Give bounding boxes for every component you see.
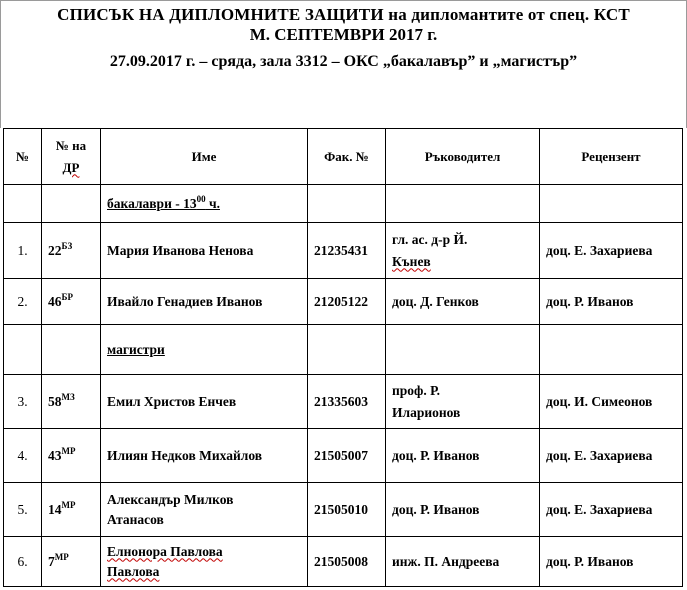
row-supervisor: проф. Р. Иларионов xyxy=(386,375,540,429)
header-reviewer: Рецензент xyxy=(540,129,683,185)
table-row xyxy=(4,279,683,325)
header-dr-line1: № на xyxy=(55,137,87,153)
header-fac: Фак. № xyxy=(308,129,386,185)
row-name: Емил Христов Енчев xyxy=(101,375,308,429)
table-row xyxy=(4,223,683,279)
defense-schedule-table xyxy=(3,128,683,587)
row-reviewer: доц. Е. Захариева xyxy=(540,223,683,279)
row-name: Ивайло Генадиев Иванов xyxy=(101,279,308,325)
row-dr: $46^{БР}$ xyxy=(42,279,101,325)
row-name: Илиян Недков Михайлов xyxy=(101,429,308,483)
row-fac: 21205122 xyxy=(308,279,386,325)
table-header-row xyxy=(4,129,683,185)
row-dr: $7^{МР}$ xyxy=(42,537,101,587)
header-num: № xyxy=(4,129,42,185)
row-dr: $14^{МР}$ xyxy=(42,483,101,537)
row-name: Елнонора Павлова Павлова xyxy=(101,537,308,587)
row-supervisor: доц. Р. Иванов xyxy=(386,483,540,537)
row-num: 3. xyxy=(4,375,42,429)
row-num: 6. xyxy=(4,537,42,587)
table-row xyxy=(4,429,683,483)
row-num: 2. xyxy=(4,279,42,325)
row-fac: 21235431 xyxy=(308,223,386,279)
document-session: М. СЕПТЕМВРИ 2017 г. xyxy=(249,25,438,44)
header-name: Име xyxy=(101,129,308,185)
table-row xyxy=(4,375,683,429)
row-reviewer: доц. Е. Захариева xyxy=(540,429,683,483)
row-reviewer: доц. Р. Иванов xyxy=(540,279,683,325)
row-name: Александър Милков Атанасов xyxy=(101,483,308,537)
row-supervisor: доц. Р. Иванов xyxy=(386,429,540,483)
row-fac: 21335603 xyxy=(308,375,386,429)
header-supervisor: Ръководител xyxy=(386,129,540,185)
row-supervisor: доц. Д. Генков xyxy=(386,279,540,325)
row-fac: 21505008 xyxy=(308,537,386,587)
row-dr: $22^{БЗ}$ xyxy=(42,223,101,279)
document-date-location: 27.09.2017 г. – сряда, зала 3312 – ОКС „бакалавър” и „магистър” xyxy=(109,53,578,70)
row-dr: $43^{МР}$ xyxy=(42,429,101,483)
document-header xyxy=(0,0,687,128)
table-row xyxy=(4,483,683,537)
row-fac: 21505007 xyxy=(308,429,386,483)
row-num: 5. xyxy=(4,483,42,537)
section-bachelors-label: бакалаври - $13^{00}$ ч. xyxy=(101,185,308,223)
section-masters-label: магистри xyxy=(101,325,308,375)
row-name: Мария Иванова Ненова xyxy=(101,223,308,279)
row-reviewer: доц. Е. Захариева xyxy=(540,483,683,537)
section-row-masters xyxy=(4,325,683,375)
row-supervisor: инж. П. Андреева xyxy=(386,537,540,587)
row-reviewer: доц. И. Симеонов xyxy=(540,375,683,429)
header-dr xyxy=(42,129,101,185)
row-dr: $58^{МЗ}$ xyxy=(42,375,101,429)
table-row xyxy=(4,537,683,587)
section-row-bachelors xyxy=(4,185,683,223)
row-supervisor: гл. ас. д-р Й. Кънев xyxy=(386,223,540,279)
document-title: СПИСЪК НА ДИПЛОМНИТЕ ЗАЩИТИ на дипломантите от спец. КСТ xyxy=(57,5,630,24)
row-fac: 21505010 xyxy=(308,483,386,537)
row-num: 1. xyxy=(4,223,42,279)
header-dr-line2: ДР xyxy=(62,159,80,175)
row-num: 4. xyxy=(4,429,42,483)
row-reviewer: доц. Р. Иванов xyxy=(540,537,683,587)
